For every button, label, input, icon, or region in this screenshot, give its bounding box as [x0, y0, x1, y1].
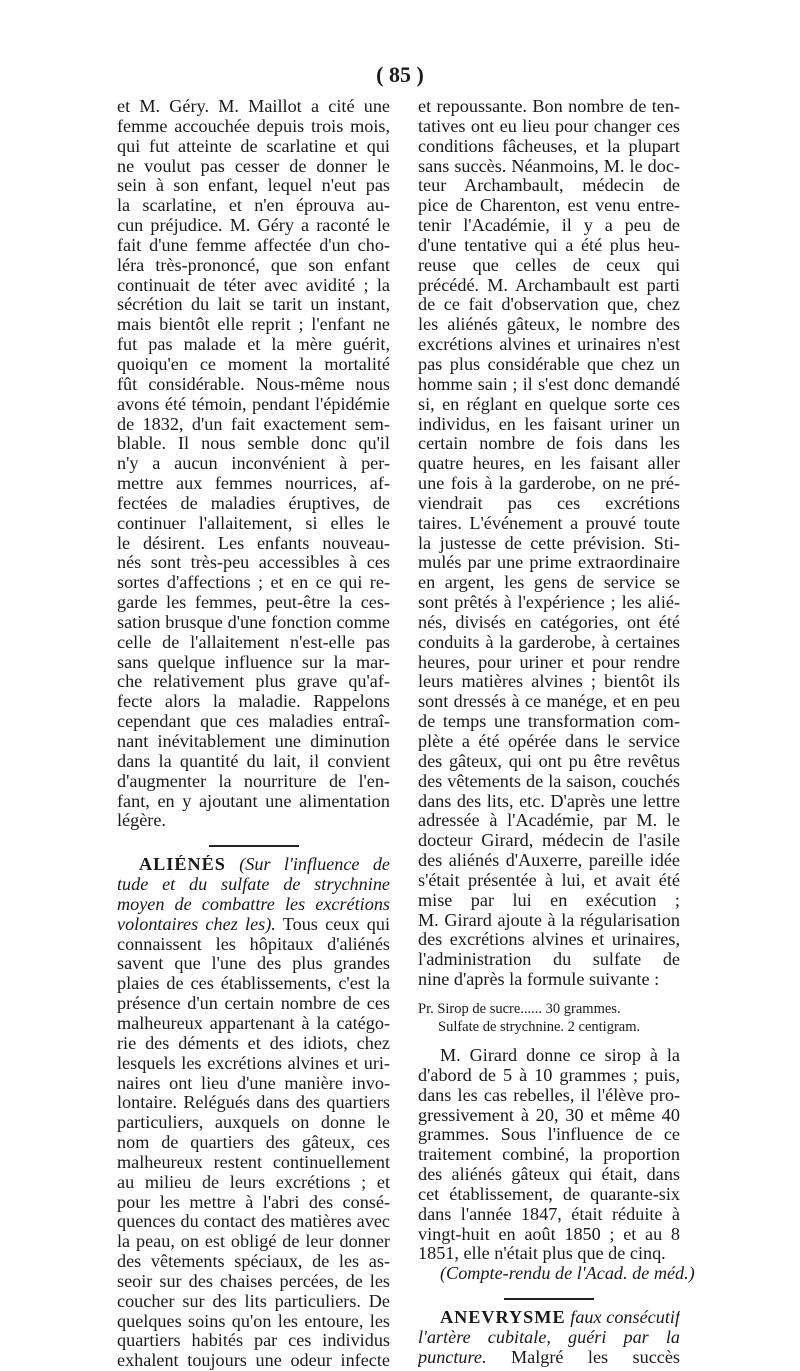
text-line: ne voulut pas cesser de donner le	[117, 156, 390, 176]
text-line: des aliénés d'Auxerre, pareille idée	[418, 851, 680, 871]
text-line: vingt-huit en août 1850 ; et au 8	[418, 1224, 680, 1244]
text-line: la peau, on est obligé de leur donner	[117, 1232, 390, 1252]
alienes-text-start: Tous ceux qui	[282, 914, 390, 934]
text-line: certain nombre de fois dans les	[418, 434, 680, 454]
text-line: au milieu de leurs excrétions ; et	[117, 1172, 390, 1192]
text-line: avons été témoin, pendant l'épidémie	[117, 394, 390, 414]
text-line: dans la quantité du lait, il convient	[117, 751, 390, 771]
text-line: continuait de téter avec avidité ; la	[117, 275, 390, 295]
text-line: tatives ont eu lieu pour changer ces	[418, 116, 680, 136]
right-column	[418, 97, 695, 1368]
text-line: connaissent les hôpitaux d'aliénés	[117, 934, 390, 954]
text-line: sans succès. Néanmoins, M. le doc-	[418, 156, 680, 176]
text-line: individus, en les faisant uriner un	[418, 414, 680, 434]
text-line: malheureux appartenant à la catégo-	[117, 1013, 390, 1033]
text-line: nés sont très-peu accessibles à ces	[117, 553, 390, 573]
text-line: fecte alors la maladie. Rappelons	[117, 692, 390, 712]
text-line: nant inévitablement une diminution	[117, 732, 390, 751]
alienes-subtitle-line-4	[117, 915, 390, 935]
text-line: continuer l'allaitement, si elles le	[117, 513, 390, 533]
anevrysme-text-start: Malgré les succès	[510, 1347, 680, 1367]
text-line: cependant que ces maladies entraî-	[117, 712, 390, 732]
text-line: che relativement plus grave qu'af-	[117, 672, 390, 692]
text-line: tenir l'Académie, il y a peu de	[418, 216, 680, 236]
text-line: fut pas malade et la mère guérit,	[117, 335, 390, 355]
source-citation: (Compte-rendu de l'Acad. de méd.)	[440, 1263, 695, 1284]
text-line: légère.	[117, 810, 166, 831]
text-line: et M. Géry. M. Maillot a cité une	[117, 97, 390, 116]
anevrysme-subtitle-line-3	[418, 1348, 680, 1368]
text-line: la scarlatine, et n'en éprouva au-	[117, 196, 390, 216]
text-line: l'administration du sulfate de	[418, 950, 680, 970]
text-line: des excrétions alvines et urinaires,	[418, 930, 680, 950]
alienes-heading: ALIÉNÉS	[139, 855, 226, 875]
anevrysme-subtitle-line-2: l'artère cubitale, guéri par la	[418, 1327, 680, 1347]
text-line: cun préjudice. M. Géry a raconté le	[117, 216, 390, 236]
text-line: homme sain ; il s'est donc demandé	[418, 374, 680, 394]
paragraph-girard	[418, 1046, 680, 1264]
anevrysme-heading-line	[418, 1308, 680, 1328]
text-line: qui fut atteinte de scarlatine et qui	[117, 136, 390, 156]
text-line: seoir sur des chaises percées, de les	[117, 1271, 390, 1291]
text-line: rie des déments et des idiots, chez	[117, 1033, 390, 1053]
text-line: des vêtements de la saison, couchés	[418, 771, 680, 791]
text-line: sation brusque d'une fonction comme	[117, 612, 390, 632]
text-line: n'y a aucun inconvénient à per-	[117, 454, 390, 474]
text-line: léra très-prononcé, que son enfant	[117, 255, 390, 275]
text-line: femme accouchée depuis trois mois,	[117, 116, 390, 136]
text-line: d'abord de 5 à 10 grammes ; puis,	[418, 1065, 680, 1085]
text-line: de ce fait d'observation que, chez	[418, 295, 680, 315]
alienes-subtitle-line-3: moyen de combattre les excrétions	[117, 894, 390, 914]
text-line: conditions fâcheuses, et la plupart	[418, 136, 680, 156]
text-line: précédé. M. Archambault est parti	[418, 275, 680, 295]
text-line: le désirent. Les enfants nouveau-	[117, 533, 390, 553]
text-line: sortes d'affections ; et en ce qui re-	[117, 573, 390, 593]
text-line: la justesse de cette prévision. Sti-	[418, 533, 680, 553]
text-line: cet établissement, de quarante-six	[418, 1184, 680, 1204]
alienes-subtitle-1: (Sur l'influence de	[239, 855, 390, 875]
text-line: quences du contact des matières avec	[117, 1212, 390, 1232]
text-line: blable. Il nous semble donc qu'il	[117, 434, 390, 454]
paragraph-archambault	[418, 97, 680, 990]
text-line: 1851, elle n'était plus que de cinq.	[418, 1243, 666, 1264]
text-line: quatre heures, en les faisant aller	[418, 454, 680, 474]
text-line: savent que l'une des plus grandes	[117, 954, 390, 974]
section-divider	[209, 845, 299, 847]
text-line: et repoussante. Bon nombre de ten-	[418, 97, 680, 116]
prescription-line-2: Sulfate de strychnine. 2 centigram.	[438, 1018, 641, 1035]
text-line: taires. L'événement a prouvé toute	[418, 513, 680, 533]
text-line: naires ont lieu d'une manière invo-	[117, 1073, 390, 1093]
text-line: quelques soins qu'on les entoure, les	[117, 1311, 390, 1331]
text-line: de temps une transformation com-	[418, 712, 680, 732]
text-line: leurs matières alvines ; bientôt ils	[418, 672, 680, 692]
text-line: fant, en y ajoutant une alimentation	[117, 791, 390, 811]
text-line: docteur Girard, médecin de l'asile	[418, 831, 680, 851]
paragraph-alienes	[117, 935, 390, 1371]
text-line: fût considérable. Nous-même nous	[117, 374, 390, 394]
text-line: particuliers, auxquels on donne le	[117, 1113, 390, 1133]
text-line: nine d'après la formule suivante :	[418, 969, 660, 990]
text-line: d'une tentative qui a été plus heu-	[418, 235, 680, 255]
text-line: quartiers habités par ces individus	[117, 1331, 390, 1351]
text-line: d'augmenter la nourriture de l'en-	[117, 771, 390, 791]
paragraph-allaitement	[117, 97, 390, 831]
text-line: lontaire. Relégués dans des quartiers	[117, 1093, 390, 1113]
prescription-line-1: Pr. Sirop de sucre...... 30 grammes.	[418, 1000, 621, 1017]
text-line: adressée à l'Académie, par M. le	[418, 811, 680, 831]
left-column	[117, 97, 390, 1371]
text-line: teur Archambault, médecin de	[418, 176, 680, 196]
text-line: viendrait pas ces excrétions	[418, 493, 680, 513]
text-line: présence d'un certain nombre de ces	[117, 994, 390, 1014]
text-line: pour les mettre à l'abri des consé-	[117, 1192, 390, 1212]
text-line: conduits à la garderobe, à certaines	[418, 632, 680, 652]
text-line: si, en réglant en quelque sorte ces	[418, 394, 680, 414]
alienes-subtitle-line-2: tude et du sulfate de strychnine	[117, 875, 390, 895]
text-line: des gâteux, qui ont pu être revêtus	[418, 751, 680, 771]
text-line: en argent, les gens de service se	[418, 573, 680, 593]
text-line: sans quelque influence sur la mar-	[117, 652, 390, 672]
text-line: des aliénés gâteux qui était, dans	[418, 1165, 680, 1185]
text-line: une fois à la garderobe, on ne pré-	[418, 474, 680, 494]
text-line: nom de quartiers des gâteux, ces	[117, 1133, 390, 1153]
text-line: pice de Charenton, est venu entre-	[418, 196, 680, 216]
text-line: nés, divisés en catégories, ont été	[418, 612, 680, 632]
text-line: dans l'année 1847, était réduite à	[418, 1204, 680, 1224]
text-line: M. Girard ajoute à la régularisation	[418, 910, 680, 930]
text-line: sein à son enfant, lequel n'eut pas	[117, 176, 390, 196]
text-line: coucher sur des lits particuliers. De	[117, 1291, 390, 1311]
text-line: s'était présentée à lui, et avait été	[418, 870, 680, 890]
alienes-subtitle-4: volontaires chez les).	[117, 914, 276, 934]
text-line: sont dressés à ce manége, et en peu	[418, 692, 680, 712]
text-line: mais bientôt elle reprit ; l'enfant ne	[117, 315, 390, 335]
text-line: reuse que celles de ceux qui	[418, 255, 680, 275]
text-line: exhalent toujours une odeur infecte	[117, 1351, 390, 1371]
text-line: malheureux restent continuellement	[117, 1152, 390, 1172]
alienes-heading-line	[117, 855, 390, 875]
text-line: mise par lui en exécution ;	[418, 890, 680, 910]
text-line: dans des lits, etc. D'après une lettre	[418, 791, 680, 811]
text-line: celle de l'allaitement n'est-elle pas	[117, 632, 390, 652]
text-line: grammes. Sous l'influence de ce	[418, 1125, 680, 1145]
text-line: les aliénés gâteux, le nombre des	[418, 315, 680, 335]
anevrysme-subtitle-1: faux consécutif	[570, 1308, 680, 1328]
text-line: mettre aux femmes nourrices, af-	[117, 474, 390, 494]
page-number: ( 85 )	[376, 62, 424, 87]
text-line: heures, pour uriner et pour rendre	[418, 652, 680, 672]
text-line: des vêtements spéciaux, de les as-	[117, 1252, 390, 1272]
text-line: plète a été opérée dans le service	[418, 732, 680, 751]
text-line: fait d'une femme affectée d'un cho-	[117, 235, 390, 255]
text-line: plaies de ces établissements, c'est la	[117, 974, 390, 994]
anevrysme-subtitle-3: puncture.	[418, 1347, 487, 1367]
text-line: gressivement à 20, 30 et même 40	[418, 1105, 680, 1125]
text-line: de 1832, d'un fait exactement sem-	[117, 414, 390, 434]
text-line: pas plus considérable que chez un	[418, 354, 680, 374]
text-line: traitement combiné, la proportion	[418, 1145, 680, 1165]
text-line: lesquels les excrétions alvines et uri-	[117, 1053, 390, 1073]
text-line: quoiqu'en ce moment la mortalité	[117, 354, 390, 374]
text-line: sont prêtés à l'expérience ; les alié-	[418, 593, 680, 613]
text-line: M. Girard donne ce sirop à la	[440, 1045, 680, 1065]
section-divider-2	[504, 1298, 594, 1300]
text-line: dans les cas rebelles, il l'élève pro-	[418, 1085, 680, 1105]
anevrysme-heading: ANEVRYSME	[440, 1308, 566, 1328]
text-line: sécrétion du lait se tarit un instant,	[117, 295, 390, 315]
text-line: mulés par une prime extraordinaire	[418, 553, 680, 573]
text-line: garde les femmes, peut-être la ces-	[117, 593, 390, 613]
text-line: fectées de maladies éruptives, de	[117, 493, 390, 513]
text-line: excrétions alvines et urinaires n'est	[418, 335, 680, 355]
